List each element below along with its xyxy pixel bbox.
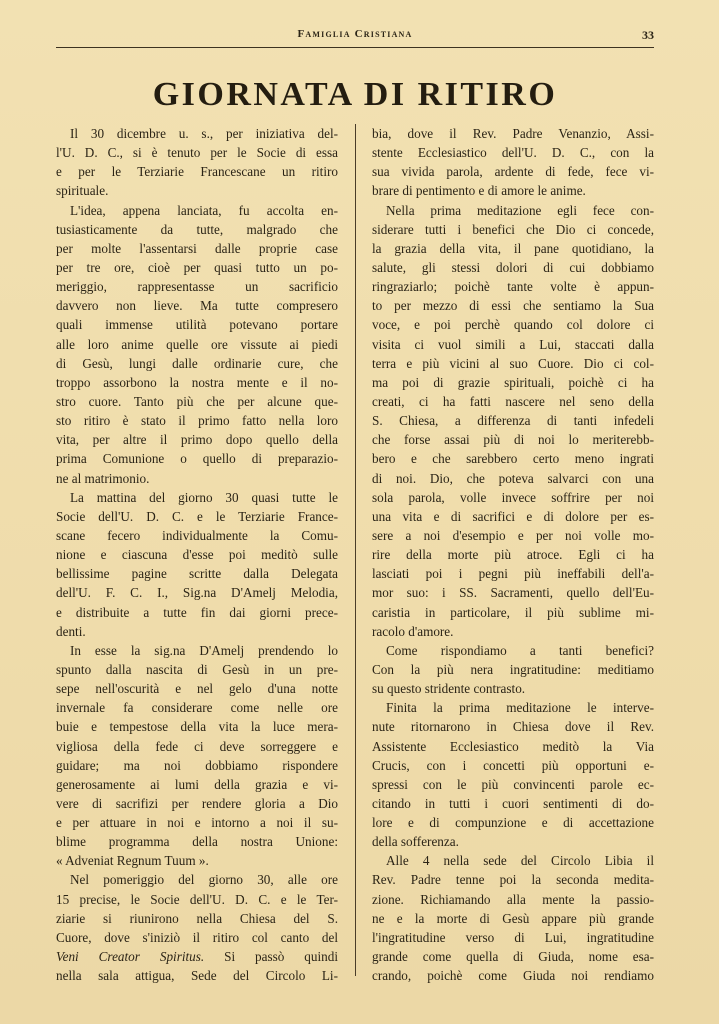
running-title: Famiglia Cristiana <box>297 28 413 40</box>
text-line: « Adveniat Regnum Tuum ». <box>56 853 209 869</box>
text-line: nute ritornarono in Chiesa dove il Rev. <box>372 719 654 735</box>
text-line: blime programma della nostra Unione: <box>56 834 338 850</box>
text-line: Rev. Padre tenne poi la seconda medita- <box>372 872 654 888</box>
article-title: GIORNATA DI RITIRO <box>152 76 558 113</box>
text-line: rire della morte più atroce. Egli ci ha <box>372 547 654 563</box>
text-line: vigliosa della fede ci deve sorreggere e <box>56 738 338 754</box>
text-line: stro cuore. Tanto più che per alcune que- <box>56 393 338 409</box>
text-line: l'ingratitudine verso di Lui, ingratitudine <box>372 929 654 945</box>
text-line: ma poi di grazie spirituali, poichè ci ha <box>372 374 654 390</box>
text-line: dell'U. F. C. I., Sig.na D'Amelj Melodia, <box>56 585 338 601</box>
text-line: scane fecero individualmente la Comu- <box>56 527 338 543</box>
text-line: racolo d'amore. <box>372 623 454 639</box>
right-column <box>372 124 654 985</box>
text-line: Cuore, dove s'iniziò il ritiro col canto del <box>56 929 338 945</box>
text-line: visita ci vuol simili a Lui, staccati dalla <box>372 336 654 352</box>
text-line: caristia in particolare, il più sublime mi- <box>372 604 654 620</box>
text-line: Finita la prima meditazione le interve- <box>386 700 654 716</box>
text-line: L'idea, appena lanciata, fu accolta en- <box>70 202 338 218</box>
page-number: 33 <box>642 28 654 42</box>
column-divider <box>355 124 356 976</box>
text-line: nione e ciascuna d'esse poi meditò sulle <box>56 547 338 563</box>
text-line: Assistente Ecclesiastico meditò la Via <box>372 738 654 754</box>
text-line: mor suo: i SS. Sacramenti, quello dell'Eu- <box>372 585 654 601</box>
text-line: ziarie si riunirono nella Chiesa del S. <box>56 910 338 926</box>
text-line: e distribuite a tutte fin dai giorni prece- <box>56 604 338 620</box>
text-line: la grazia della vita, il pane quotidiano, la <box>372 240 654 256</box>
text-line: l'U. D. C., si è tenuto per le Socie di essa <box>56 145 338 161</box>
text-line: S. Chiesa, a differenza di tanti infedeli <box>372 413 654 429</box>
text-line: per tre ore, cioè per quasi tutto un po- <box>56 259 338 275</box>
text-line: spressi con le più convincenti parole ec- <box>372 776 654 792</box>
text-line: voce, e poi perchè quando col dolore ci <box>372 317 654 333</box>
text-line: to per mezzo di essi che sentiamo la Sua <box>372 298 654 314</box>
text-line: quali immense utilità potevano portare <box>56 317 338 333</box>
text-line: ne al matrimonio. <box>56 470 150 486</box>
italic-phrase: Veni Creator Spiritus. <box>56 949 205 965</box>
text-line: lore e di compunzione e di accettazione <box>372 815 654 831</box>
text-line: citando in tutti i cuori sentimenti di do- <box>372 795 654 811</box>
text-line: In esse la sig.na D'Amelj prendendo lo <box>70 642 338 658</box>
text-line: guidare; ma noi dobbiamo rispondere <box>56 757 338 773</box>
text-line: terra e più vicini al suo Cuore. Dio ci col- <box>372 355 654 371</box>
text-line: su questo stridente contrasto. <box>372 681 526 697</box>
text-line: meriggio, rappresentasse un sacrificio <box>56 279 338 295</box>
text-line: salute, gli stessi dolori di cui dobbiamo <box>372 259 654 275</box>
text-line: che forse assai più di noi lo meriterebb- <box>372 432 654 448</box>
text-line: creati, ci ha fatti nascere nel seno della <box>372 393 654 409</box>
text-line: sere a noi d'esempio e per noi volle mo- <box>372 527 654 543</box>
text-line: brare di pentimento e di amore le anime. <box>372 183 586 199</box>
text-line: generosamente ai lumi della grazia e vi- <box>56 776 338 792</box>
text-line: alle loro anime quelle ore vissute ai piedi <box>56 336 338 352</box>
text-line: per molte l'assentarsi dalle proprie case <box>56 240 338 256</box>
text-line: grande come quella di Giuda, nome esa- <box>372 949 654 965</box>
text-line: denti. <box>56 623 86 639</box>
text-line: ringraziarlo; poichè tante volte è appun- <box>372 279 654 295</box>
text-line: lasciati poi i pegni più ineffabili dell'a- <box>372 566 654 582</box>
text-line: nella sala attigua, Sede del Circolo Li- <box>56 968 338 984</box>
text-line: e per le Terziarie Francescane un ritiro <box>56 164 338 180</box>
text-line: spirituale. <box>56 183 109 199</box>
text-line: di noi. Dio, che poteva salvarci con una <box>372 470 654 486</box>
text-line: Alle 4 nella sede del Circolo Libia il <box>386 853 654 869</box>
text-line: davvero non lieve. Ma tutte compresero <box>56 298 338 314</box>
text-line: troppo assorbono la nostra mente e il no- <box>56 374 338 390</box>
text-line: spunto dalla nascita di Gesù in un pre- <box>56 661 338 677</box>
text-line: sepe nell'oscurità e nel gelo d'una notte <box>56 681 338 697</box>
text-line: di Gesù, lungi dalle ordinarie cure, che <box>56 355 338 371</box>
text-line: Crucis, con i concetti più opportuni e- <box>372 757 654 773</box>
text-line: Come rispondiamo a tanti benefici? <box>386 642 654 658</box>
text-line: Nella prima meditazione egli fece con- <box>386 202 654 218</box>
text-line: bia, dove il Rev. Padre Venanzio, Assi- <box>372 126 654 141</box>
text-line <box>56 947 338 966</box>
text-line: buie e tempestose della vita la luce mera- <box>56 719 338 735</box>
text-line: zione. Richiamando alla mente la passio- <box>372 891 654 907</box>
text-line: prima Comunione o quello di preparazio- <box>56 451 338 467</box>
running-head <box>56 28 654 44</box>
text-line: invernale fa considerare come nelle ore <box>56 700 338 716</box>
text-line: ne e la morte di Gesù appare più grande <box>372 910 654 926</box>
text-line: e per attuare in noi e intorno a noi il su- <box>56 815 338 831</box>
line-remainder: Si passò quindi <box>204 949 338 965</box>
text-line: bero e che sarebbero certo meno ingrati <box>372 451 654 467</box>
text-line: Il 30 dicembre u. s., per iniziativa del- <box>70 126 338 141</box>
text-line: vere di sacrifizi per rendere gloria a Dio <box>56 795 338 811</box>
text-line: crando, poichè come Giuda noi rendiamo <box>372 968 654 984</box>
text-line: Con la più nera ingratitudine: meditiamo <box>372 661 654 677</box>
left-column <box>56 124 338 985</box>
text-line: stente Ecclesiastico dell'U. D. C., con la <box>372 145 654 161</box>
text-line: Nel pomeriggio del giorno 30, alle ore <box>70 872 338 888</box>
text-line: sola parola, volle invece soffrire per noi <box>372 489 654 505</box>
text-line: bellissime pagine scritte dalla Delegata <box>56 566 338 582</box>
text-line: vita, per altre il primo dopo quello della <box>56 432 338 448</box>
text-line: 15 precise, le Socie dell'U. D. C. e le Ter- <box>56 891 338 907</box>
text-line: sto ritiro è stato il primo fatto nella loro <box>56 413 338 429</box>
header-rule <box>56 47 654 48</box>
text-line: sua vivida parola, ardente di fede, fece vi- <box>372 164 654 180</box>
text-line: Socie dell'U. D. C. e le Terziarie France- <box>56 508 338 524</box>
text-line: una vita e di sacrifici e di dolore per es- <box>372 508 654 524</box>
text-line: della sofferenza. <box>372 834 459 850</box>
text-line: tusiasticamente da tutte, malgrado che <box>56 221 338 237</box>
text-line: siderare tutti i benefici che Dio ci concede, <box>372 221 654 237</box>
text-line: La mattina del giorno 30 quasi tutte le <box>70 489 338 505</box>
